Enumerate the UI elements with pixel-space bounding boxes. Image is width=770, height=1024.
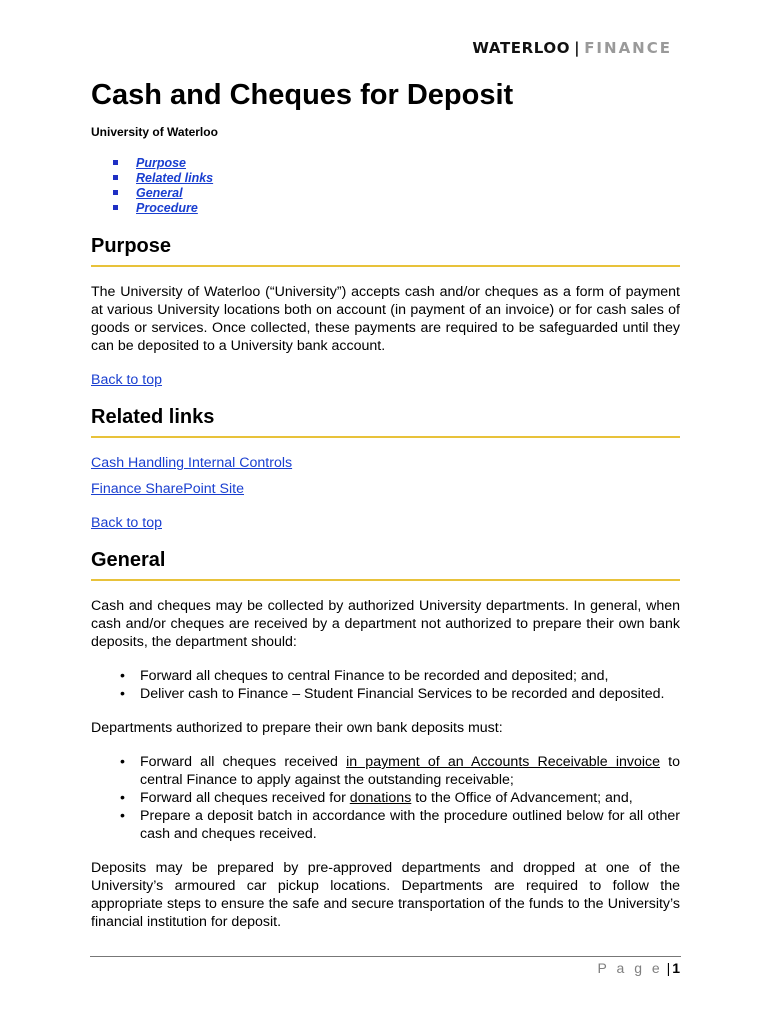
toc-item-procedure <box>111 201 680 216</box>
link-finance-sharepoint-site[interactable]: Finance SharePoint Site <box>91 481 245 497</box>
toc-link-related-links[interactable]: Related links <box>136 171 214 185</box>
back-to-top-link[interactable]: Back to top <box>91 515 162 531</box>
logo-separator: | <box>574 39 581 57</box>
section-heading-related-links: Related links <box>91 404 680 438</box>
list-item: • Deliver cash to Finance – Student Financial Services to be recorded and deposited. <box>120 686 665 702</box>
bullet-icon: • <box>120 808 125 824</box>
section-purpose <box>91 233 680 389</box>
section-general <box>91 547 680 931</box>
page-subtitle: University of Waterloo <box>91 125 218 139</box>
list-item: • Prepare a deposit batch in accordance with the procedure outlined below for all other cash and cheques received. <box>120 808 680 842</box>
footer-separator: | <box>666 960 671 976</box>
footer-divider <box>90 956 681 957</box>
toc-item-purpose <box>111 156 680 171</box>
authorized-department-list <box>91 753 680 843</box>
waterloo-finance-logo <box>472 39 672 57</box>
section-related-links <box>91 404 680 532</box>
back-to-top-link[interactable]: Back to top <box>91 372 162 388</box>
bullet-icon: • <box>120 686 125 702</box>
toc-link-purpose[interactable]: Purpose <box>136 156 187 170</box>
list-item: • Forward all cheques received for donations to the Office of Advancement; and, <box>120 790 633 806</box>
general-closing-paragraph: Deposits may be prepared by pre-approved departments and dropped at one of the University’s armoured car pickup locations. Departments are required to follow the appropriate steps to ensure the safe and secure transportation of the funds to the University’s financial institution for deposit. <box>91 860 680 930</box>
section-heading-general: General <box>91 547 680 581</box>
page-title: Cash and Cheques for Deposit <box>91 79 514 111</box>
link-cash-handling-internal-controls[interactable]: Cash Handling Internal Controls <box>91 455 293 471</box>
logo-brand: WATERLOO <box>472 39 571 57</box>
authorized-intro-paragraph: Departments authorized to prepare their own bank deposits must: <box>91 720 503 736</box>
toc-link-general[interactable]: General <box>136 186 183 200</box>
bullet-icon: • <box>120 790 125 806</box>
toc-link-procedure[interactable]: Procedure <box>136 201 198 215</box>
unauthorized-department-list <box>91 667 680 703</box>
page-number: 1 <box>672 960 680 976</box>
square-bullet-icon <box>113 190 118 195</box>
logo-suffix: FINANCE <box>584 39 672 57</box>
list-item: • Forward all cheques to central Finance to be recorded and deposited; and, <box>120 668 609 684</box>
toc-item-general <box>111 186 680 201</box>
general-intro-paragraph: Cash and cheques may be collected by authorized University departments. In general, when cash and/or cheques are received by a department not authorized to prepare their own bank deposits, the department should: <box>91 598 680 650</box>
bullet-icon: • <box>120 754 125 770</box>
page-footer <box>598 960 680 976</box>
square-bullet-icon <box>113 205 118 210</box>
list-item: • Forward all cheques received in payment of an Accounts Receivable invoice to central Finance to apply against the outstanding receivable; <box>120 754 680 788</box>
square-bullet-icon <box>113 175 118 180</box>
bullet-icon: • <box>120 668 125 684</box>
table-of-contents <box>91 156 680 216</box>
page-label: P a g e <box>597 960 663 976</box>
toc-item-related-links <box>111 171 680 186</box>
section-heading-purpose: Purpose <box>91 233 680 267</box>
purpose-paragraph: The University of Waterloo (“University”) accepts cash and/or cheques as a form of payment at various University locations both on account (in payment of an invoice) or for cash sales of goods or services. Once collected, these payments are required to be safeguarded until they can be deposited to a University bank account. <box>91 284 680 354</box>
document-content <box>91 76 680 931</box>
square-bullet-icon <box>113 160 118 165</box>
